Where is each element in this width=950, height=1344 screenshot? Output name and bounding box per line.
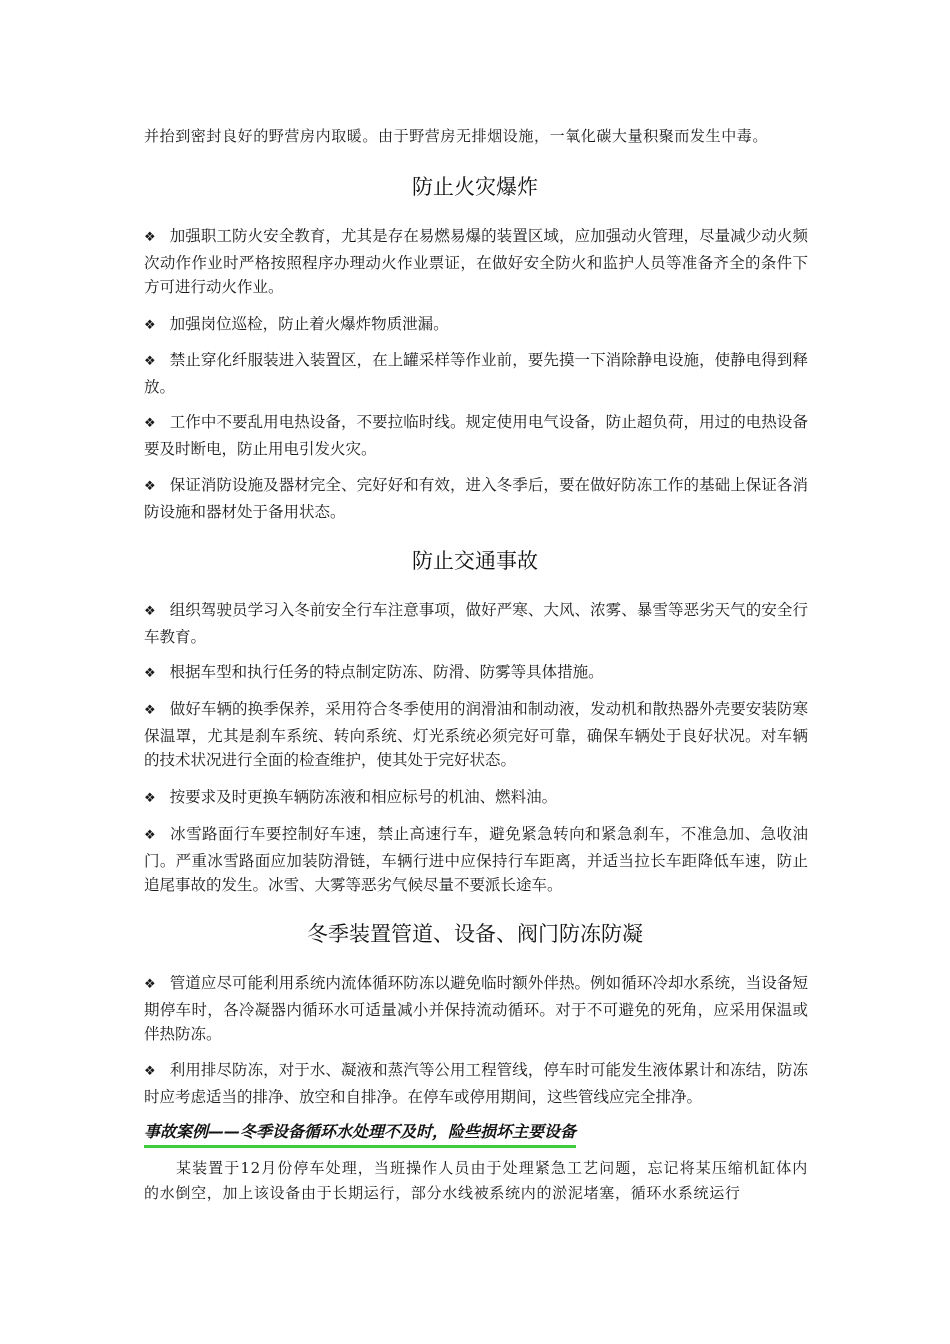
list-item — [144, 1058, 808, 1109]
list-item — [144, 697, 808, 773]
list-item-text: 保证消防设施及器材完全、完好好和有效，进入冬季后，要在做好防冻工作的基础上保证各消防设施和器材处于备用状态。 — [144, 476, 808, 521]
diamond-bullet-icon: ❖ — [144, 354, 156, 369]
diamond-bullet-icon: ❖ — [144, 703, 156, 718]
diamond-bullet-icon: ❖ — [144, 666, 156, 681]
diamond-bullet-icon: ❖ — [144, 604, 156, 619]
intro-paragraph: 并抬到密封良好的野营房内取暖。由于野营房无排烟设施，一氧化碳大量积聚而发生中毒。 — [144, 127, 769, 145]
list-item-text: 加强职工防火安全教育，尤其是存在易燃易爆的装置区域，应加强动火管理，尽量减少动火频次动作作业时严格按照程序办理动火作业票证，在做好安全防火和监护人员等准备齐全的条件下方可进行动火作业。 — [144, 227, 808, 296]
list-item — [144, 410, 808, 461]
list-item — [144, 473, 808, 524]
list-item — [144, 785, 808, 812]
diamond-bullet-icon: ❖ — [144, 230, 156, 245]
list-item — [144, 971, 808, 1047]
list-item-text: 根据车型和执行任务的特点制定防冻、防滑、防雾等具体措施。 — [169, 663, 604, 681]
case-study-title: 事故案例——冬季设备循环水处理不及时，险些损坏主要设备 — [144, 1120, 576, 1148]
diamond-bullet-icon: ❖ — [144, 977, 156, 992]
list-item-text: 工作中不要乱用电热设备，不要拉临时线。规定使用电气设备，防止超负荷，用过的电热设备要及时断电，防止用电引发火灾。 — [144, 413, 808, 458]
section-heading-antifreeze: 冬季装置管道、设备、阀门防冻防凝 — [307, 922, 643, 946]
diamond-bullet-icon: ❖ — [144, 1064, 156, 1079]
diamond-bullet-icon: ❖ — [144, 828, 157, 843]
diamond-bullet-icon: ❖ — [144, 791, 156, 806]
section-heading-traffic: 防止交通事故 — [412, 549, 538, 573]
section-heading-fire: 防止火灾爆炸 — [412, 175, 538, 199]
list-item-text: 管道应尽可能利用系统内流体循环防冻以避免临时额外伴热。例如循环冷却水系统，当设备短期停车时，各冷凝器内循环水可适量减小并保持流动循环。对于不可避免的死角，应采用保温或伴热防冻。 — [144, 974, 808, 1043]
list-item-text: 利用排尽防冻，对于水、凝液和蒸汽等公用工程管线，停车时可能发生液体累计和冻结，防冻时应考虑适当的排净、放空和自排净。在停车或停用期间，这些管线应完全排净。 — [144, 1061, 808, 1106]
list-item-text: 组织驾驶员学习入冬前安全行车注意事项，做好严寒、大风、浓雾、暴雪等恶劣天气的安全行车教育。 — [144, 601, 808, 646]
list-item-text: 做好车辆的换季保养，采用符合冬季使用的润滑油和制动液，发动机和散热器外壳要安装防寒保温罩，尤其是刹车系统、转向系统、灯光系统必须完好可靠，确保车辆处于良好状况。对车辆的技术状况进行全面的检查维护，使其处于完好状态。 — [144, 700, 808, 769]
diamond-bullet-icon: ❖ — [144, 318, 156, 333]
list-item — [144, 660, 808, 687]
list-item-text: 冰雪路面行车要控制好车速，禁止高速行车，避免紧急转向和紧急刹车，不准急加、急收油门。严重冰雪路面应加装防滑链，车辆行进中应保持行车距离，并适当拉长车距降低车速，防止追尾事故的发生。冰雪、大雾等恶劣气候尽量不要派长途车。 — [144, 825, 808, 894]
list-item — [144, 598, 808, 649]
diamond-bullet-icon: ❖ — [144, 479, 156, 494]
list-item-text: 按要求及时更换车辆防冻液和相应标号的机油、燃料油。 — [169, 788, 558, 806]
case-study-body: 某装置于12月份停车处理，当班操作人员由于处理紧急工艺问题，忘记将某压缩机缸体内的水倒空，加上该设备由于长期运行，部分水线被系统内的淤泥堵塞，循环水系统运行 — [144, 1159, 808, 1202]
list-item — [144, 312, 808, 339]
diamond-bullet-icon: ❖ — [144, 416, 156, 431]
list-item-text: 禁止穿化纤服装进入装置区，在上罐采样等作业前，要先摸一下消除静电设施，使静电得到释放。 — [144, 351, 808, 396]
list-item-text: 加强岗位巡检，防止着火爆炸物质泄漏。 — [169, 315, 449, 333]
list-item — [144, 822, 808, 898]
list-item — [144, 348, 808, 399]
list-item — [144, 224, 808, 300]
